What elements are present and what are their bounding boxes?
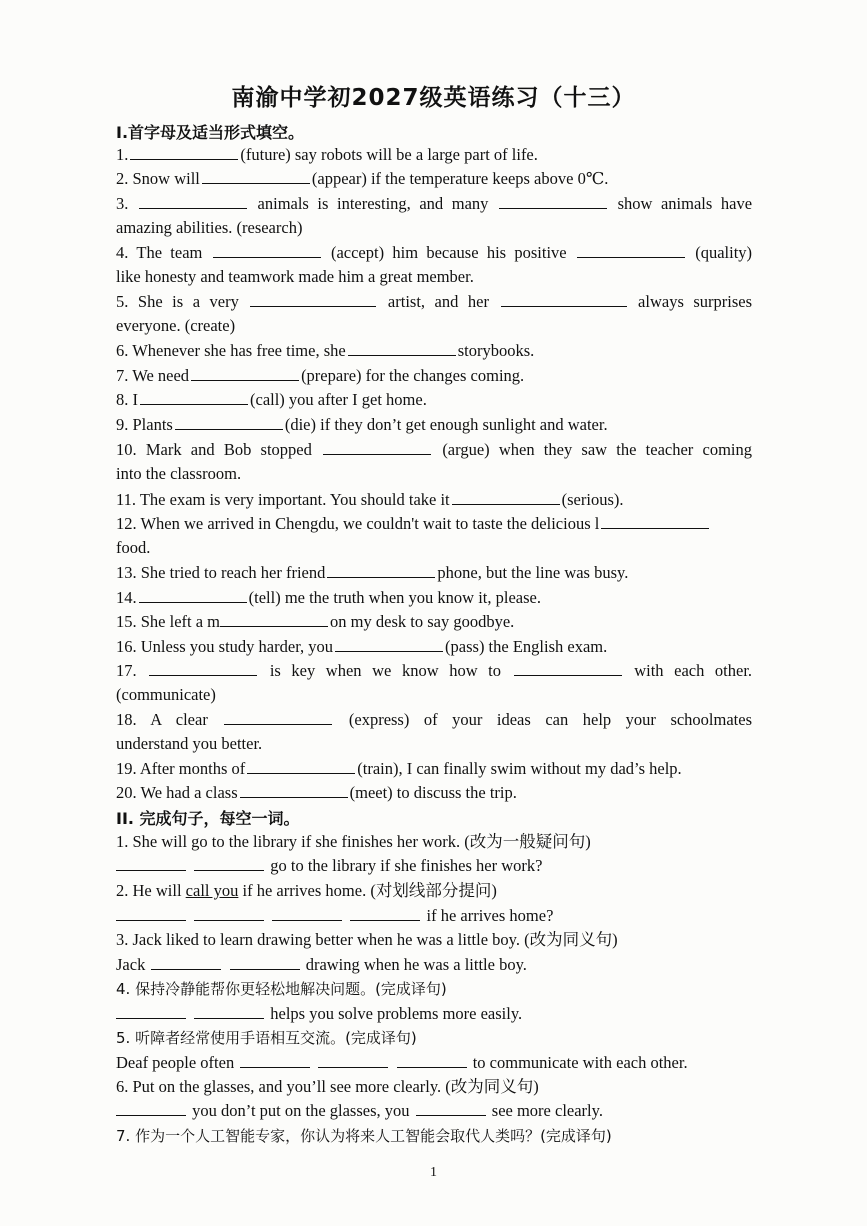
answer-blank[interactable] — [499, 193, 607, 209]
answer-blank[interactable] — [194, 1003, 264, 1019]
answer-blank[interactable] — [116, 855, 186, 871]
question-17-cont: (communicate) — [116, 685, 216, 704]
answer-blank[interactable] — [452, 489, 560, 505]
question-5-cont: everyone. (create) — [116, 316, 236, 335]
sentence-6: 6. Put on the glasses, and you’ll see more clearly. (改为同义句) — [116, 1077, 539, 1096]
answer-blank[interactable] — [116, 905, 186, 921]
answer-blank[interactable] — [272, 905, 342, 921]
answer-blank[interactable] — [335, 636, 443, 652]
question-18-cont: understand you better. — [116, 734, 263, 753]
answer-blank[interactable] — [327, 562, 435, 578]
answer-blank[interactable] — [220, 611, 328, 627]
section-2-heading: II. 完成句子，每空一词。 — [116, 809, 300, 828]
question-19: 19. After months of (train), I can finally swim without my dad’s help. — [116, 759, 682, 778]
answer-blank[interactable] — [577, 242, 685, 258]
answer-blank[interactable] — [116, 1003, 186, 1019]
sentence-2-answer: if he arrives home? — [116, 905, 752, 927]
answer-blank[interactable] — [194, 905, 264, 921]
sentence-7: 7. 作为一个人工智能专家，你认为将来人工智能会取代人类吗？(完成译句) — [116, 1127, 612, 1145]
answer-blank[interactable] — [416, 1100, 486, 1116]
sentence-2: 2. He will call you if he arrives home. (对划线部分提问) — [116, 881, 497, 900]
sentence-1: 1. She will go to the library if she finishes her work. (改为一般疑问句) — [116, 832, 591, 851]
answer-blank[interactable] — [230, 954, 300, 970]
question-1: 1. (future) say robots will be a large part of life. — [116, 145, 538, 164]
question-10-cont: into the classroom. — [116, 464, 242, 483]
sentence-3-answer: Jack drawing when he was a little boy. — [116, 955, 527, 974]
answer-blank[interactable] — [149, 660, 257, 676]
question-6: 6. Whenever she has free time, she storybooks. — [116, 341, 535, 360]
question-20: 20. We had a class (meet) to discuss the trip. — [116, 783, 517, 802]
question-5: 5. She is a very artist, and her always surprises — [116, 292, 753, 311]
answer-blank[interactable] — [240, 782, 348, 798]
question-4: 4. The team (accept) him because his positive (quality) — [116, 243, 753, 262]
question-11: 11. The exam is very important. You should take it (serious). — [116, 490, 624, 509]
answer-blank[interactable] — [250, 291, 376, 307]
answer-blank[interactable] — [151, 954, 221, 970]
question-4-cont: like honesty and teamwork made him a great member. — [116, 267, 474, 286]
question-17: 17. is key when we know how to with each other. — [116, 661, 753, 680]
sentence-1-answer: go to the library if she finishes her work? — [116, 855, 752, 877]
answer-blank[interactable] — [139, 193, 247, 209]
answer-blank[interactable] — [247, 758, 355, 774]
question-15: 15. She left a m on my desk to say goodbye. — [116, 612, 515, 631]
question-8: 8. I (call) you after I get home. — [116, 390, 427, 409]
sentence-6-answer: you don’t put on the glasses, you see more clearly. — [116, 1100, 752, 1122]
answer-blank[interactable] — [350, 905, 420, 921]
question-3: 3. animals is interesting, and many show animals have — [116, 194, 753, 213]
question-12-cont: food. — [116, 538, 151, 557]
answer-blank[interactable] — [501, 291, 627, 307]
answer-blank[interactable] — [139, 587, 247, 603]
page-title: 南渝中学初2027级英语练习（十三） — [231, 85, 636, 111]
section-1-heading: I.首字母及适当形式填空。 — [116, 123, 305, 142]
answer-blank[interactable] — [194, 855, 264, 871]
answer-blank[interactable] — [601, 513, 709, 529]
sentence-4: 4. 保持冷静能帮你更轻松地解决问题。(完成译句) — [116, 980, 447, 998]
answer-blank[interactable] — [213, 242, 321, 258]
question-16: 16. Unless you study harder, you (pass) the English exam. — [116, 637, 608, 656]
answer-blank[interactable] — [397, 1052, 467, 1068]
answer-blank[interactable] — [175, 414, 283, 430]
page-number: 1 — [430, 1165, 437, 1180]
question-18: 18. A clear (express) of your ideas can help your schoolmates — [116, 710, 753, 729]
answer-blank[interactable] — [224, 709, 332, 725]
answer-blank[interactable] — [323, 439, 431, 455]
underlined-phrase: call you — [185, 881, 239, 900]
question-10: 10. Mark and Bob stopped (argue) when they saw the teacher coming — [116, 440, 752, 459]
answer-blank[interactable] — [140, 389, 248, 405]
sentence-4-answer: helps you solve problems more easily. — [116, 1003, 752, 1025]
question-9: 9. Plants (die) if they don’t get enough sunlight and water. — [116, 415, 608, 434]
answer-blank[interactable] — [116, 1100, 186, 1116]
question-14: 14. (tell) me the truth when you know it, please. — [116, 588, 541, 607]
answer-blank[interactable] — [191, 365, 299, 381]
sentence-3: 3. Jack liked to learn drawing better when he was a little boy. (改为同义句) — [116, 930, 618, 949]
answer-blank[interactable] — [202, 168, 310, 184]
question-7: 7. We need (prepare) for the changes coming. — [116, 366, 525, 385]
answer-blank[interactable] — [130, 144, 238, 160]
answer-blank[interactable] — [514, 660, 622, 676]
answer-blank[interactable] — [348, 340, 456, 356]
question-12: 12. When we arrived in Chengdu, we couldn't wait to taste the delicious l — [116, 513, 752, 535]
sentence-5: 5. 听障者经常使用手语相互交流。(完成译句) — [116, 1029, 417, 1047]
question-13: 13. She tried to reach her friend phone, but the line was busy. — [116, 563, 629, 582]
question-2: 2. Snow will (appear) if the temperature keeps above 0℃. — [116, 169, 609, 188]
answer-blank[interactable] — [240, 1052, 310, 1068]
sentence-5-answer: Deaf people often to communicate with each other. — [116, 1053, 688, 1072]
answer-blank[interactable] — [318, 1052, 388, 1068]
question-3-cont: amazing abilities. (research) — [116, 218, 303, 237]
